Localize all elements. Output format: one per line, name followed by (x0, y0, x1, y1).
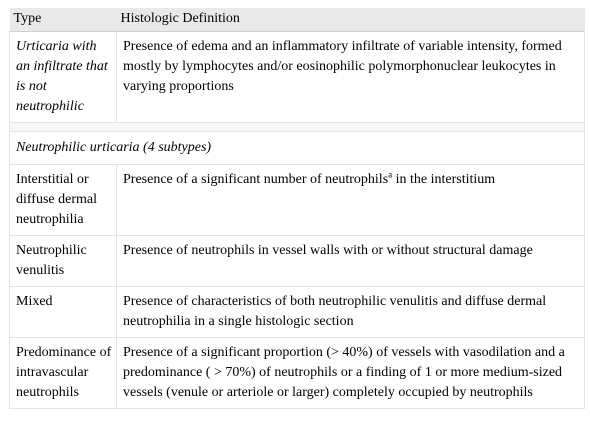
definition-cell: Presence of edema and an inflammatory infiltrate of variable intensity, formed mostly by lymphocytes and/or eosinophilic polymorphonuclear leukocytes in varying proportions (117, 32, 585, 123)
definition-text-end: in the interstitium (392, 172, 496, 187)
type-cell: Mixed (10, 287, 117, 338)
table-row (10, 32, 585, 123)
table-row (10, 236, 585, 287)
definition-text: Presence of a significant number of neutrophils (123, 172, 389, 187)
definition-cell: Presence of a significant proportion (> 40%) of vessels with vasodilation and a predominance ( > 70%) of neutrophils or a finding of 1 or more medium-sized vessels (venule or arteriole or larger) completely occupied by neutrophils (117, 338, 585, 409)
histologic-definition-table (9, 8, 585, 409)
type-cell: Neutrophilic venulitis (10, 236, 117, 287)
table-row (10, 287, 585, 338)
table-row (10, 165, 585, 236)
table-row (10, 338, 585, 409)
type-cell: Predominance of intravascular neutrophils (10, 338, 117, 409)
table-spacer-row (10, 123, 585, 132)
footnote-marker: a (388, 169, 393, 180)
header-type: Type (10, 8, 117, 32)
table-header-row (10, 8, 585, 32)
definition-cell: Presence of characteristics of both neutrophilic venulitis and diffuse dermal neutrophilia in a single histologic section (117, 287, 585, 338)
section-heading: Neutrophilic urticaria (4 subtypes) (10, 132, 585, 165)
header-histologic-definition: Histologic Definition (117, 8, 585, 32)
definition-cell: Presence of neutrophils in vessel walls with or without structural damage (117, 236, 585, 287)
type-cell: Urticaria with an infiltrate that is not neutrophilic (10, 32, 117, 123)
spacer-cell (10, 123, 585, 132)
definition-cell (117, 165, 585, 236)
type-cell: Interstitial or diffuse dermal neutrophilia (10, 165, 117, 236)
section-row (10, 132, 585, 165)
